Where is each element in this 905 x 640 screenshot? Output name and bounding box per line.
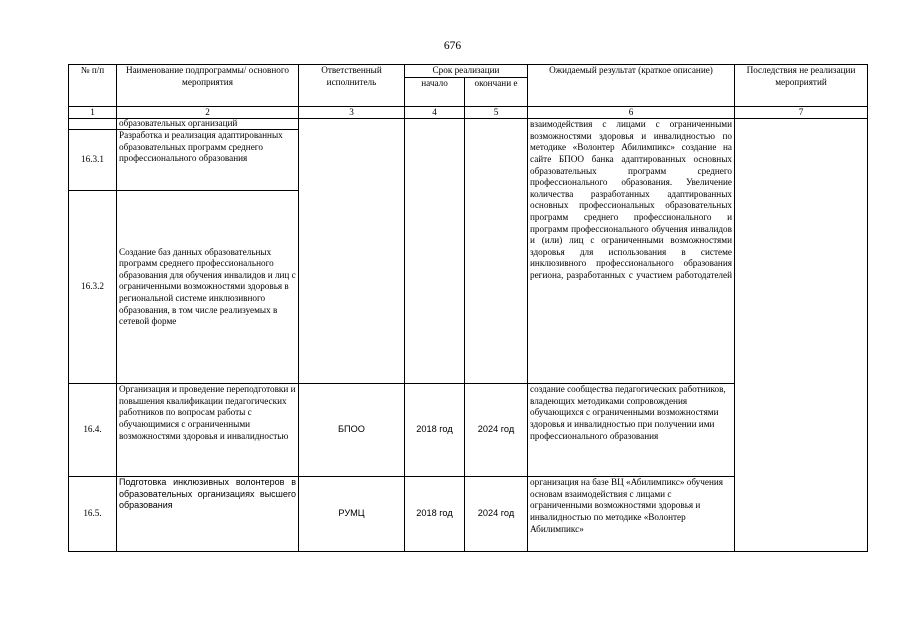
row-end: 2024 год — [465, 477, 528, 552]
row-name: Создание баз данных образовательных программ среднего профессионального образования для обучения инвалидов и лиц с ограниченными возможностями здоровья в региональной системе инклюзивного образования, в том числе реализуемых в сетевой форме — [117, 191, 299, 384]
column-number: 3 — [299, 106, 405, 119]
row-name: Подготовка инклюзивных волонтеров в образовательных организациях высшего образования — [117, 477, 299, 552]
header-start: начало — [405, 77, 465, 106]
merged-start-cell — [405, 119, 465, 384]
row-name: Организация и проведение переподготовки и повышения квалификации педагогических работников по вопросам работы с обучающимися с ограниченными возможностями здоровья и инвалидностью — [117, 384, 299, 477]
header-responsible: Ответственный исполнитель — [299, 65, 405, 107]
column-number: 5 — [465, 106, 528, 119]
row-name: Разработка и реализация адаптированных образовательных программ среднего профессионального образования — [117, 130, 299, 191]
column-number: 4 — [405, 106, 465, 119]
row-name: образовательных организаций — [117, 119, 299, 130]
row-end: 2024 год — [465, 384, 528, 477]
column-number: 2 — [117, 106, 299, 119]
program-table — [68, 64, 868, 552]
row-result: создание сообщества педагогических работников, владеющих методиками сопровождения обучающихся с ограниченными возможностями здоровья и инвалидностью при получении ими профессионального образования — [528, 384, 735, 477]
column-number: 6 — [528, 106, 735, 119]
row-num-empty — [69, 119, 117, 130]
header-row — [69, 65, 868, 78]
row-num: 16.4. — [69, 384, 117, 477]
column-number: 1 — [69, 106, 117, 119]
header-result: Ожидаемый результат (краткое описание) — [528, 65, 735, 107]
header-period: Срок реализации — [405, 65, 528, 78]
consequences-cell — [735, 119, 868, 552]
table-row-continuation — [69, 119, 868, 130]
row-result: организация на базе ВЦ «Абилимпикс» обучения основам взаимодействия с лицами с ограниченными возможностями здоровья и инвалидностью по методике «Волонтер Абилимпикс» — [528, 477, 735, 552]
column-number: 7 — [735, 106, 868, 119]
header-consequences: Последствия не реализации мероприятий — [735, 65, 868, 107]
row-responsible: БПОО — [299, 384, 405, 477]
merged-end-cell — [465, 119, 528, 384]
row-num: 16.3.1 — [69, 130, 117, 191]
row-responsible: РУМЦ — [299, 477, 405, 552]
header-num: № п/п — [69, 65, 117, 107]
page-number: 676 — [443, 40, 462, 52]
column-number-row — [69, 106, 868, 119]
row-start: 2018 год — [405, 384, 465, 477]
header-name: Наименование подпрограммы/ основного мероприятия — [117, 65, 299, 107]
row-start: 2018 год — [405, 477, 465, 552]
merged-responsible-cell — [299, 119, 405, 384]
header-end: окончани е — [465, 77, 528, 106]
row-num: 16.5. — [69, 477, 117, 552]
row-num: 16.3.2 — [69, 191, 117, 384]
merged-result-text: взаимодействия с лицами с ограниченными возможностями здоровья и инвалидностью по методике «Волонтер Абилимпикс» создание на сайте БПОО банка адаптированных основных образовательных программ среднего профессионального образования. Увеличение количества разработанных адаптированных основных профессиональных образовательных программ среднего профессионального и программ профессионального обучения инвалидов и (или) лиц с ограниченными возможностями здоровья для использования в системе инклюзивного профессионального образования региона, разработанных с участием работодателей — [530, 119, 732, 280]
merged-result-cell — [528, 119, 735, 384]
